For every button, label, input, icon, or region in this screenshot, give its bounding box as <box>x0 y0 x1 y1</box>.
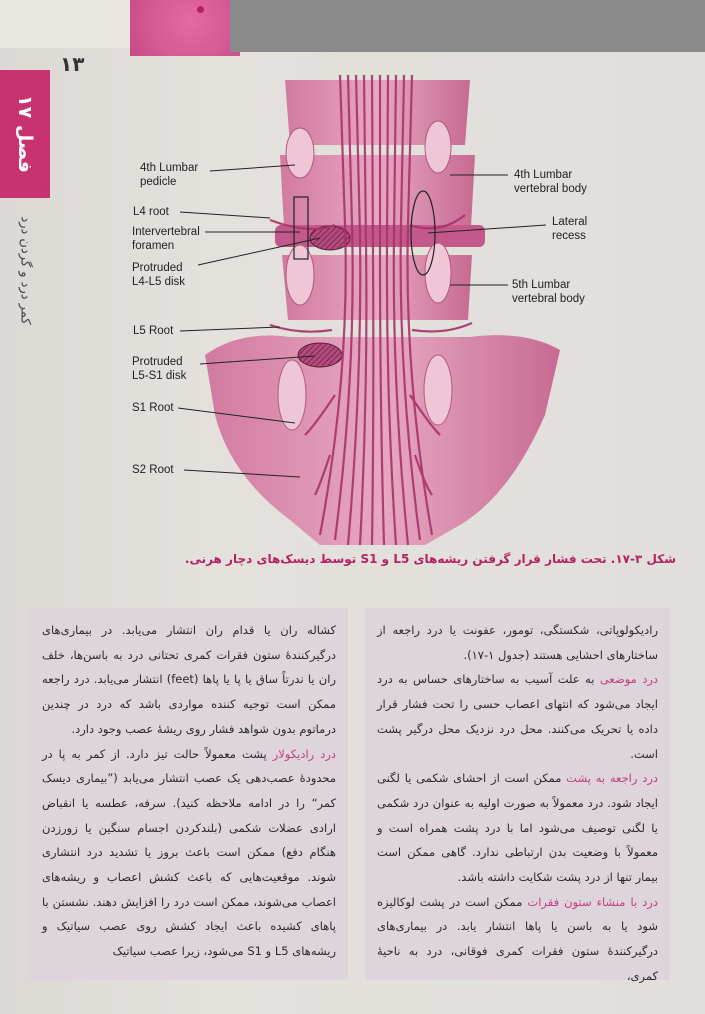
label-5th-lumbar-vertebral-body <box>512 278 585 306</box>
label-text: L4 root <box>133 206 169 218</box>
figure-caption: شکل ۳-۱۷. تحت فشار قرار گرفتن ریشه‌های L5 و S1 توسط دیسک‌های دچار هرنی. <box>184 552 676 566</box>
spine-figure <box>120 75 620 555</box>
spine-illustration <box>120 75 620 555</box>
term-referred-pain: درد راجعه به پشت <box>566 771 659 786</box>
top-edge <box>0 0 130 48</box>
term-radicular-pain: درد رادیکولار <box>272 746 336 761</box>
label-text: L5 Root <box>133 325 174 337</box>
label-text: 4th Lumbar pedicle <box>140 162 199 188</box>
label-4th-lumbar-vertebral-body <box>514 168 587 196</box>
paragraph-text: پشت معمولاً حالت تیز دارد. از کمر به پا در محدودۀ عصب‌دهی یک عصب انتشار می‌یابد (”بیماری دیسک کمر“ را در ادامه ملاحظه کنید). سرفه، عطسه یا انقباض ارادی عضلات شکمی (بلندکردن اجسام سنگین یا زورزدن هنگام دفع) ممکن است باعث بروز یا تشدید درد انتشاری شوند. موقعیت‌هایی که باعث کشش اعصاب و ریشه‌های اعصاب می‌شوند، ممکن است درد را افزایش دهند. نشستن با پاهای کشیده باعث ایجاد کشش روی عصب سیاتیک و ریشه‌های L5 و S1 می‌شود، زیرا عصب سیاتیک <box>42 746 336 959</box>
term-spinal-pain: درد با منشاء ستون فقرات <box>527 894 658 909</box>
label-l4-root <box>133 205 169 219</box>
label-intervertebral-foramen <box>132 225 200 253</box>
right-text-column <box>365 608 670 983</box>
left-text-column <box>30 608 348 980</box>
paragraph <box>377 667 658 766</box>
paragraph-text: به علت آسیب به ساختارهای حساس به درد ایجاد می‌شود که انتهای اعصاب حسی را تحت فشار قرار داده یا تحریک می‌کنند. محل درد نزدیک محل درگیر پشت است. <box>377 672 658 761</box>
label-s2-root <box>132 463 174 477</box>
label-s1-root <box>132 401 174 415</box>
chapter-tab-label <box>0 70 50 198</box>
paragraph <box>42 618 336 742</box>
chapter-title-text: کمر درد و گردن درد <box>17 215 33 325</box>
label-text: S2 Root <box>132 464 174 476</box>
label-protruded-l4-l5-disk <box>132 261 185 289</box>
top-decoration <box>130 0 240 56</box>
paragraph-text: ممکن است در پشت لوکالیزه شود یا به باسن یا پاها انتشار یابد. در بیماری‌های درگیرکنندۀ ستون فقرات کمری فوقانی، درد به ناحیۀ کمری، <box>377 894 658 983</box>
label-text: Lateral recess <box>552 216 588 242</box>
paragraph <box>377 618 658 667</box>
paragraph <box>377 890 658 989</box>
label-4th-lumbar-pedicle <box>140 161 198 189</box>
paragraph <box>377 766 658 890</box>
label-lateral-recess <box>552 215 587 243</box>
label-text: S1 Root <box>132 402 174 414</box>
decoration-dot <box>197 6 204 13</box>
label-protruded-l5-s1-disk <box>132 355 186 383</box>
term-local-pain: درد موضعی <box>599 672 658 687</box>
text-columns <box>30 608 670 988</box>
paragraph-text: رادیکولوپاتی، شکستگی، تومور، عفونت یا درد راجعه از ساختارهای احشایی هستند (جدول ۱-۱۷). <box>377 623 658 662</box>
label-text: Protruded L4-L5 disk <box>132 262 186 288</box>
label-text: 4th Lumbar vertebral body <box>514 169 587 195</box>
chapter-running-title <box>0 205 50 335</box>
background-surface <box>230 0 705 52</box>
paragraph-text: ممکن است از احشای شکمی یا لگنی ایجاد شود. درد معمولاً به صورت اولیه به عنوان درد شکمی یا لگنی توصیف می‌شود اما با درد پشت همراه است و معمولاً با وضعیت بدن ارتباطی ندارد. گاهی ممکن است بیمار تنها از درد پشت شکایت داشته باشد. <box>377 771 658 885</box>
chapter-number: فصل ۱۷ <box>14 95 37 173</box>
label-l5-root <box>133 324 173 338</box>
label-text: 5th Lumbar vertebral body <box>512 279 585 305</box>
label-text: Protruded L5-S1 disk <box>132 356 187 382</box>
paragraph <box>42 742 336 964</box>
page-number: ۱۳ <box>60 52 85 76</box>
label-text: Intervertebral foramen <box>132 226 200 252</box>
paragraph-text: کشاله ران یا قدام ران انتشار می‌یابد. در بیماری‌های درگیرکنندۀ ستون فقرات کمری تحتانی درد به باسن‌ها، خلف ران یا ندرتاً ساق یا پا یا پاها (feet) انتشار می‌یابد. درد راجعه ممکن است توجیه کننده مواردی باشد که درد در چندین درماتوم بدون شواهد فشار روی ریشۀ عصب وجود دارد. <box>42 623 336 736</box>
